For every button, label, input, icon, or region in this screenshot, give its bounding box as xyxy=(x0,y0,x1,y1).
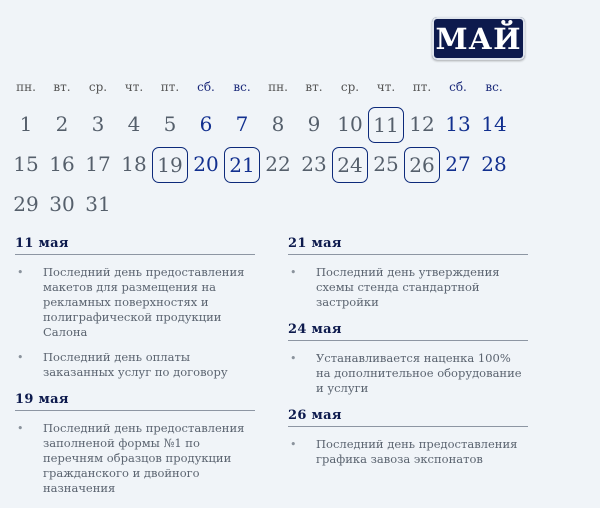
weekday-label: чт. xyxy=(376,80,396,94)
event-date-heading: 26 мая xyxy=(288,408,528,427)
event-list xyxy=(288,265,528,310)
calendar-day-highlighted[interactable]: 11 xyxy=(368,107,404,143)
calendar-day[interactable]: 12 xyxy=(409,112,435,136)
calendar-day-highlighted[interactable]: 24 xyxy=(332,147,368,183)
events-column-right xyxy=(288,236,528,479)
weekday-label: вт. xyxy=(53,80,71,94)
weekday-label: пт. xyxy=(160,80,180,94)
calendar-day-highlighted[interactable]: 26 xyxy=(404,147,440,183)
events-column-left xyxy=(15,236,255,508)
weekday-label: чт. xyxy=(124,80,144,94)
calendar-day[interactable]: 25 xyxy=(373,152,399,176)
weekday-header xyxy=(8,80,548,94)
event-list xyxy=(288,437,528,467)
event-item: • Устанавливается наценка 100% на дополнительное оборудование и услуги xyxy=(288,351,528,396)
weekday-label: пн. xyxy=(268,80,288,94)
weekday-label: вс. xyxy=(233,80,251,94)
weekday-label: ср. xyxy=(340,80,360,94)
event-item: • Последний день предоставления заполненой формы №1 по перечням образцов продукции гражданского и двойного назначения xyxy=(15,421,255,496)
event-date-heading: 24 мая xyxy=(288,322,528,341)
calendar-week-2 xyxy=(8,146,548,184)
calendar-day[interactable]: 28 xyxy=(481,152,507,176)
calendar-day[interactable]: 14 xyxy=(481,112,507,136)
calendar-day[interactable]: 31 xyxy=(85,192,111,216)
calendar-day[interactable]: 13 xyxy=(445,112,471,136)
calendar-day[interactable]: 22 xyxy=(265,152,291,176)
calendar-week-3 xyxy=(8,186,548,222)
calendar-day[interactable]: 27 xyxy=(445,152,471,176)
calendar-day[interactable]: 5 xyxy=(163,112,177,136)
event-list xyxy=(288,351,528,396)
calendar-day[interactable]: 7 xyxy=(235,112,249,136)
calendar-day[interactable]: 29 xyxy=(13,192,39,216)
calendar-day[interactable]: 20 xyxy=(193,152,219,176)
calendar-day[interactable]: 16 xyxy=(49,152,75,176)
weekday-label: сб. xyxy=(449,80,467,94)
weekday-label: вт. xyxy=(305,80,323,94)
calendar-day[interactable]: 2 xyxy=(55,112,69,136)
event-date-heading: 21 мая xyxy=(288,236,528,255)
calendar-day[interactable]: 9 xyxy=(307,112,321,136)
calendar-day[interactable]: 15 xyxy=(13,152,39,176)
event-date-heading: 19 мая xyxy=(15,392,255,411)
event-list xyxy=(15,265,255,380)
event-date-heading: 11 мая xyxy=(15,236,255,255)
calendar-day-highlighted[interactable]: 19 xyxy=(152,147,188,183)
calendar-day[interactable]: 17 xyxy=(85,152,111,176)
weekday-label: сб. xyxy=(197,80,215,94)
weekday-label: пн. xyxy=(16,80,36,94)
calendar-week-1 xyxy=(8,106,548,144)
calendar-day[interactable]: 30 xyxy=(49,192,75,216)
event-list xyxy=(15,421,255,496)
event-item: • Последний день предоставления графика завоза экспонатов xyxy=(288,437,528,467)
calendar-day[interactable]: 10 xyxy=(337,112,363,136)
calendar-day[interactable]: 6 xyxy=(199,112,213,136)
event-item: • Последний день утверждения схемы стенда стандартной застройки xyxy=(288,265,528,310)
calendar-day[interactable]: 18 xyxy=(121,152,147,176)
calendar-day[interactable]: 8 xyxy=(271,112,285,136)
weekday-label: вс. xyxy=(485,80,503,94)
calendar-day[interactable]: 23 xyxy=(301,152,327,176)
weekday-label: ср. xyxy=(88,80,108,94)
event-item: • Последний день предоставления макетов для размещения на рекламных поверхностях и полиграфической продукции Салона xyxy=(15,265,255,340)
month-badge: МАЙ xyxy=(432,17,525,60)
weekday-label: пт. xyxy=(412,80,432,94)
calendar-day[interactable]: 1 xyxy=(19,112,33,136)
calendar-day[interactable]: 4 xyxy=(127,112,141,136)
event-item: • Последний день оплаты заказанных услуг по договору xyxy=(15,350,255,380)
calendar-day-highlighted[interactable]: 21 xyxy=(224,147,260,183)
calendar-day[interactable]: 3 xyxy=(91,112,105,136)
